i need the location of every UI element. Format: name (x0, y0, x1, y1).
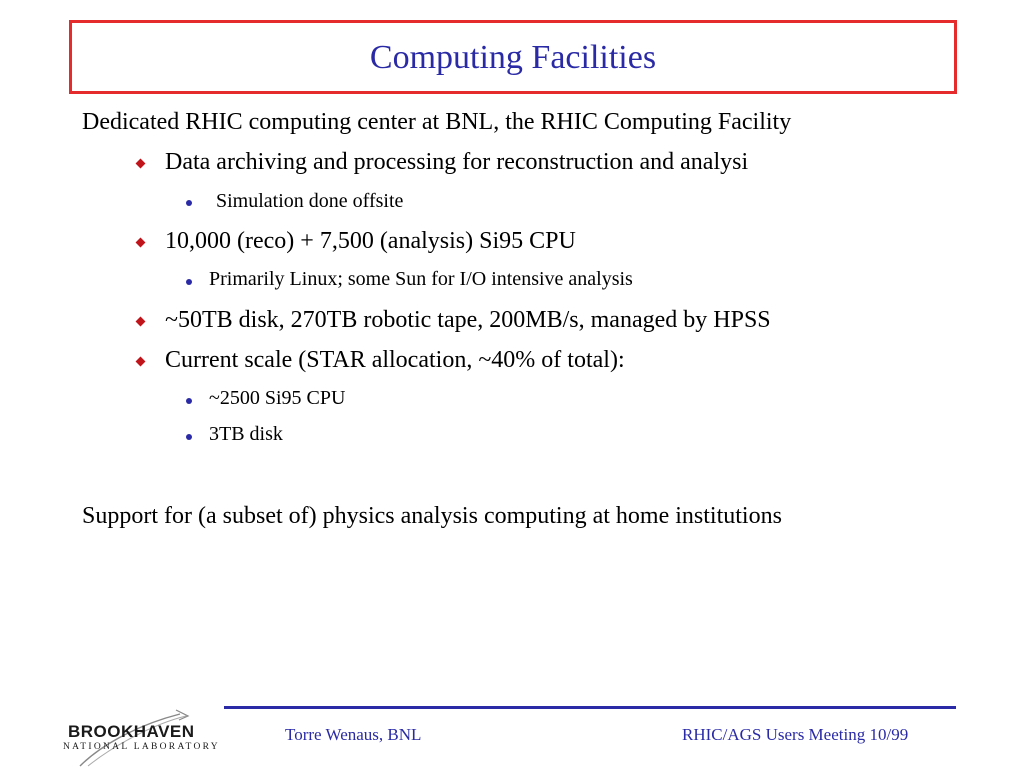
dot-bullet-icon (186, 398, 192, 404)
bullet-current-scale: Current scale (STAR allocation, ~40% of total): (165, 347, 625, 373)
dot-bullet-icon (186, 200, 192, 206)
diamond-bullet-icon (136, 317, 146, 327)
diamond-bullet-icon (136, 357, 146, 367)
slide-title: Computing Facilities (369, 39, 657, 76)
bullet-rhic-computing-center: Dedicated RHIC computing center at BNL, the RHIC Computing Facility (82, 109, 792, 135)
bullet-star-disk: 3TB disk (209, 423, 283, 445)
footer-meeting: RHIC/AGS Users Meeting 10/99 (682, 725, 909, 744)
footer-divider (224, 706, 956, 709)
diamond-bullet-icon (136, 238, 146, 248)
brookhaven-logo (58, 708, 228, 768)
dot-bullet-icon (186, 279, 192, 285)
bullet-cpu-count: 10,000 (reco) + 7,500 (analysis) Si95 CPU (165, 228, 576, 254)
bullet-data-archiving: Data archiving and processing for reconstruction and analysi (165, 149, 749, 175)
bullet-home-institutions: Support for (a subset of) physics analysis computing at home institutions (82, 503, 782, 529)
bullet-star-cpu: ~2500 Si95 CPU (209, 387, 346, 409)
diamond-bullet-icon (136, 159, 146, 169)
footer-author: Torre Wenaus, BNL (285, 725, 422, 744)
logo-wordmark: BROOKHAVEN (68, 722, 195, 741)
title-box (69, 20, 957, 94)
bullet-primarily-linux: Primarily Linux; some Sun for I/O intensive analysis (209, 268, 633, 290)
dot-bullet-icon (186, 434, 192, 440)
logo-subtitle: NATIONAL LABORATORY (63, 742, 220, 752)
bullet-simulation-offsite: Simulation done offsite (216, 190, 404, 212)
bullet-storage: ~50TB disk, 270TB robotic tape, 200MB/s, managed by HPSS (165, 307, 771, 333)
